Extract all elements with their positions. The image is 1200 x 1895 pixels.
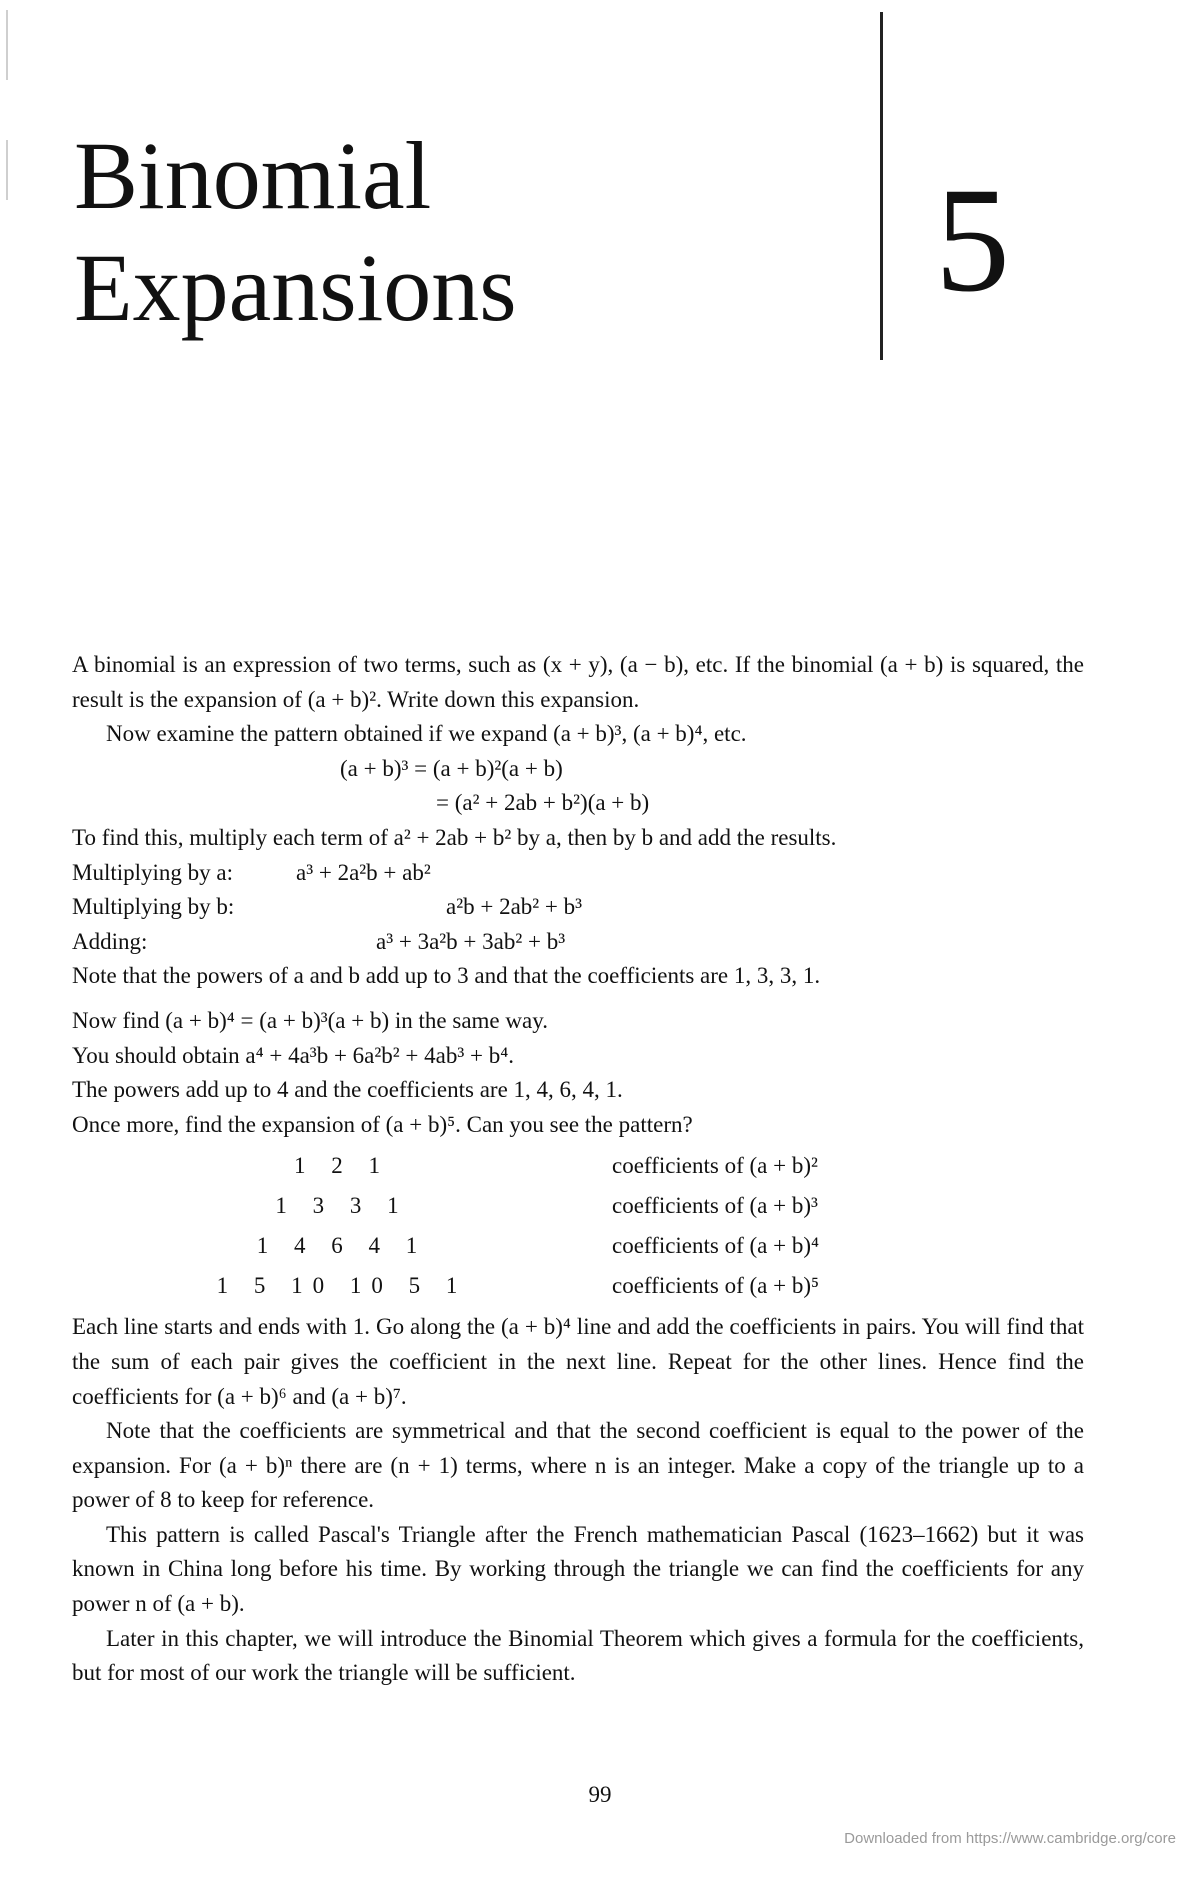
chapter-title-line2: Expansions <box>74 234 517 341</box>
triangle-row <box>72 1186 1084 1226</box>
triangle-row <box>72 1146 1084 1186</box>
multiplication-label: Adding: <box>72 928 148 954</box>
triangle-label: coefficients of (a + b)⁵ <box>612 1273 820 1299</box>
equation-line: = (a² + 2ab + b²)(a + b) <box>436 790 650 816</box>
paragraph: Now examine the pattern obtained if we expand (a + b)³, (a + b)⁴, etc. <box>106 721 747 747</box>
chapter-title <box>74 120 517 344</box>
equation-line: (a + b)³ = (a + b)²(a + b) <box>340 755 563 781</box>
multiplication-expression: a³ + 2a²b + ab² <box>296 859 431 885</box>
paragraph: Now find (a + b)⁴ = (a + b)³(a + b) in the same way. <box>72 1007 548 1033</box>
scan-edge-mark <box>6 140 8 200</box>
multiplication-expression: a²b + 2ab² + b³ <box>446 894 583 920</box>
triangle-row <box>72 1266 1084 1306</box>
multiplication-row <box>72 925 1084 960</box>
chapter-number: 5 <box>935 157 1010 323</box>
paragraph: Note that the coefficients are symmetrical and that the second coefficient is equal to the power of the expansion. For (a + b)ⁿ there are (n + 1) terms, where n is an integer. Make a copy of the triangle up to a power of 8 to keep for reference. <box>72 1418 1084 1513</box>
triangle-numbers: 1 5 10 10 5 1 <box>216 1273 468 1299</box>
multiplication-row <box>72 890 1084 925</box>
multiplication-expression: a³ + 3a²b + 3ab² + b³ <box>376 928 566 954</box>
multiplication-label: Multiplying by b: <box>72 894 235 920</box>
footer-source-note: Downloaded from https://www.cambridge.org/core <box>844 1830 1176 1847</box>
paragraph: To find this, multiply each term of a² + 2ab + b² by a, then by b and add the results. <box>72 824 837 850</box>
multiplication-label: Multiplying by a: <box>72 859 233 885</box>
paragraph: The powers add up to 4 and the coefficients are 1, 4, 6, 4, 1. <box>72 1077 623 1103</box>
triangle-label: coefficients of (a + b)⁴ <box>612 1233 820 1259</box>
pascal-triangle <box>72 1146 1084 1306</box>
multiplication-row <box>72 856 1084 891</box>
paragraph: You should obtain a⁴ + 4a³b + 6a²b² + 4ab³ + b⁴. <box>72 1042 514 1068</box>
body-text <box>72 648 1084 1691</box>
paragraph: Later in this chapter, we will introduce the Binomial Theorem which gives a formula for the coefficients, but for most of our work the triangle will be sufficient. <box>72 1625 1084 1686</box>
vertical-divider <box>880 12 883 360</box>
paragraph: A binomial is an expression of two terms, such as (x + y), (a − b), etc. If the binomial (a + b) is squared, the result is the expansion of (a + b)². Write down this expansion. <box>72 652 1084 712</box>
paragraph: Note that the powers of a and b add up to 3 and that the coefficients are 1, 3, 3, 1. <box>72 963 821 989</box>
triangle-numbers: 1 3 3 1 <box>275 1193 409 1219</box>
triangle-numbers: 1 4 6 4 1 <box>256 1233 428 1259</box>
triangle-label: coefficients of (a + b)² <box>612 1153 818 1179</box>
chapter-title-line1: Binomial <box>74 122 432 229</box>
page-number: 99 <box>588 1782 612 1807</box>
triangle-label: coefficients of (a + b)³ <box>612 1193 818 1219</box>
paragraph: Each line starts and ends with 1. Go along the (a + b)⁴ line and add the coefficients in pairs. You will find that the sum of each pair gives the coefficient in the next line. Repeat for the other lines. Hence find the coefficients for (a + b)⁶ and (a + b)⁷. <box>72 1314 1084 1409</box>
paragraph: Once more, find the expansion of (a + b)⁵. Can you see the pattern? <box>72 1111 693 1137</box>
triangle-numbers: 1 2 1 <box>294 1153 390 1179</box>
paragraph: This pattern is called Pascal's Triangle after the French mathematician Pascal (1623–1662) but it was known in China long before his time. By working through the triangle we can find the coefficients for any power n of (a + b). <box>72 1521 1084 1617</box>
scan-edge-mark <box>6 10 8 80</box>
triangle-row <box>72 1226 1084 1266</box>
